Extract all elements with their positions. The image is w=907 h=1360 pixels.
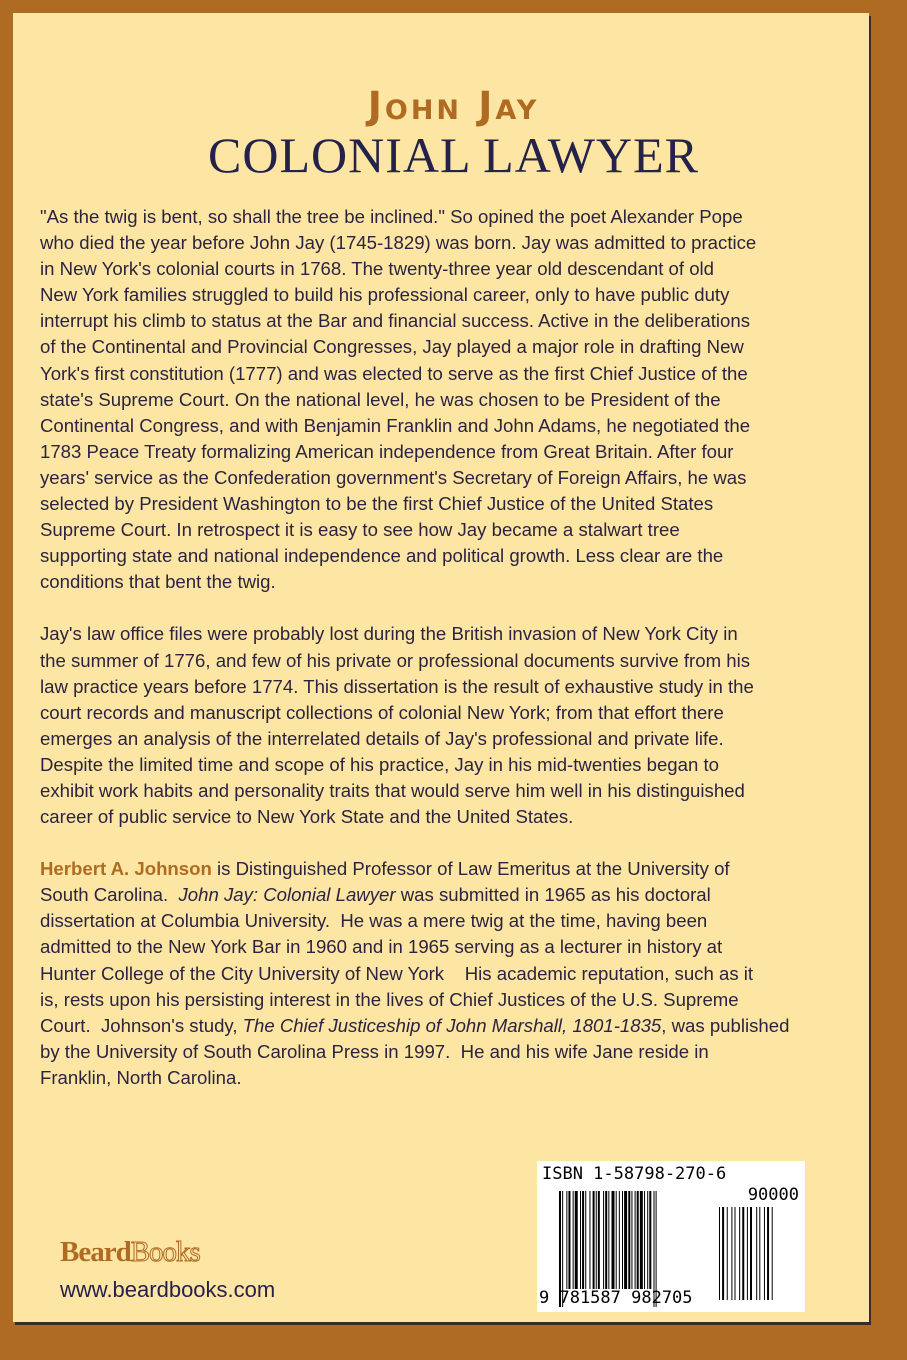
author-name: Herbert A. Johnson: [40, 858, 212, 880]
barcode-bar: [637, 1191, 639, 1289]
addon-bar: [719, 1207, 720, 1300]
barcode-bar: [573, 1191, 574, 1289]
text-line: [40, 934, 880, 960]
author-bio: [40, 856, 880, 1091]
text-line: court records and manuscript collections of colonial New York; from that effort there: [40, 701, 724, 723]
text-line: of the Continental and Provincial Congresses, Jay played a major role in drafting New: [40, 336, 744, 358]
barcode-bar: [619, 1191, 620, 1289]
text-line: 1783 Peace Treaty formalizing American independence from Great Britain. After four: [40, 440, 734, 462]
paragraph: [40, 621, 880, 830]
barcode-bar: [566, 1191, 567, 1289]
barcode-bar: [644, 1191, 645, 1289]
addon-bar: [756, 1207, 757, 1300]
barcode-bar: [649, 1191, 651, 1289]
addon-bar: [767, 1207, 769, 1300]
text-segment: , was published: [661, 1014, 790, 1036]
text-line: "As the twig is bent, so shall the tree be inclined." So opined the poet Alexander Pope: [40, 206, 743, 227]
text-line: years' service as the Confederation government's Secretary of Foreign Affairs, he was: [40, 466, 747, 488]
barcode-bar: [589, 1191, 590, 1289]
text-line: [40, 987, 880, 1013]
text-line: who died the year before John Jay (1745-1829) was born. Jay was admitted to practice: [40, 232, 757, 254]
addon-bar: [727, 1207, 728, 1300]
text-segment: Hunter College of the City University of New York His academic reputation, such as it: [40, 962, 754, 984]
barcode-bar: [593, 1191, 595, 1289]
text-line: Despite the limited time and scope of his practice, Jay in his mid-twenties began to: [40, 753, 720, 775]
text-line: career of public service to New York State and the United States.: [40, 806, 574, 828]
addon-bar: [739, 1207, 740, 1300]
publisher-url[interactable]: www.beardbooks.com: [60, 1277, 276, 1302]
barcode-bar: [605, 1191, 607, 1289]
text-line: Continental Congress, and with Benjamin Franklin and John Adams, he negotiated the: [40, 414, 751, 436]
text-line: selected by President Washington to be the first Chief Justice of the United States: [40, 493, 714, 515]
barcode-bar: [585, 1191, 586, 1289]
addon-bar: [750, 1207, 752, 1300]
text-line: state's Supreme Court. On the national level, he was chosen to be President of the: [40, 388, 721, 410]
addon-bar: [747, 1207, 748, 1300]
barcode-bar: [647, 1191, 648, 1289]
barcode-bar: [580, 1191, 581, 1289]
title-subtitle: COLONIAL LAWYER: [207, 127, 699, 183]
text-segment: by the University of South Carolina Press in 1997. He and his wife Jane reside in: [40, 1040, 709, 1062]
barcode-bar: [568, 1191, 570, 1289]
text-line: York's first constitution (1777) and was elected to serve as the first Chief Justice of the: [40, 362, 748, 384]
addon-bar: [759, 1207, 760, 1300]
barcode-bar: [575, 1191, 578, 1289]
text-segment: is Distinguished Professor of Law Emeritus at the University of: [211, 858, 730, 880]
barcode-bar: [596, 1191, 597, 1289]
text-line: [40, 1039, 880, 1065]
text-line: Supreme Court. In retrospect it is easy to see how Jay became a stalwart tree: [40, 519, 680, 541]
barcode-bar: [622, 1191, 623, 1289]
addon-bar: [722, 1207, 724, 1300]
text-line: [40, 882, 880, 908]
publisher-logo: [60, 1236, 200, 1269]
barcode-bar: [631, 1191, 632, 1289]
barcode-bar: [582, 1191, 584, 1289]
ean-text: 9 781587 982705: [539, 1288, 693, 1308]
text-segment: Franklin, North Carolina.: [40, 1066, 242, 1088]
logo-beard: Beard: [60, 1236, 131, 1268]
addon-bar: [764, 1207, 765, 1300]
addon-bar: [731, 1207, 732, 1300]
text-line: emerges an analysis of the interrelated details of Jay's professional and private life.: [40, 727, 724, 749]
text-line: supporting state and national independence and political growth. Less clear are the: [40, 545, 724, 567]
text-segment: dissertation at Columbia University. He was a mere twig at the time, having been: [40, 910, 708, 932]
text-line: in New York's colonial courts in 1768. The twenty-three year old descendant of old: [40, 258, 715, 280]
barcode-bar: [612, 1191, 615, 1289]
book-title: The Chief Justiceship of John Marshall, 1801-1835: [242, 1014, 662, 1036]
addon-bar: [772, 1207, 773, 1300]
text-segment: is, rests upon his persisting interest in the lives of Chief Justices of the U.S. Supreme: [40, 988, 739, 1010]
text-segment: was submitted in 1965 as his doctoral: [395, 884, 711, 906]
barcode-bar: [624, 1191, 627, 1289]
barcode-bar: [628, 1191, 630, 1289]
text-segment: admitted to the New York Bar in 1960 and in 1965 serving as a lecturer in history at: [40, 936, 723, 958]
isbn-text: ISBN 1-58798-270-6: [542, 1164, 727, 1184]
text-line: New York families struggled to build his professional career, only to have public duty: [40, 284, 730, 306]
text-line: [40, 1013, 880, 1039]
barcode-bar: [635, 1191, 636, 1289]
text-line: conditions that bent the twig.: [40, 571, 276, 593]
barcode-bar: [640, 1191, 643, 1289]
text-line: [40, 856, 880, 882]
isbn-barcode: [537, 1161, 805, 1312]
cover-text: [40, 204, 880, 1117]
text-line: exhibit work habits and personality traits that would serve him well in his distinguished: [40, 779, 745, 801]
paragraph: [40, 204, 880, 595]
barcode-bar: [598, 1191, 600, 1289]
text-line: interrupt his climb to status at the Bar and financial success. Active in the deliberations: [40, 310, 751, 332]
price-addon-text: 90000: [747, 1185, 799, 1205]
addon-bar: [742, 1207, 744, 1300]
text-segment: South Carolina.: [40, 884, 179, 906]
text-line: the summer of 1776, and few of his private or professional documents survive from his: [40, 649, 750, 671]
barcode-bar: [616, 1191, 617, 1289]
text-line: [40, 908, 880, 934]
text-line: law practice years before 1774. This dissertation is the result of exhaustive study in the: [40, 675, 754, 697]
addon-bar: [735, 1207, 736, 1300]
book-title: John Jay: Colonial Lawyer: [178, 884, 396, 906]
logo-books: Books: [130, 1236, 200, 1268]
text-line: Jay's law office files were probably lost during the British invasion of New York City in: [40, 623, 738, 645]
text-line: [40, 1065, 880, 1091]
barcode-bar: [608, 1191, 609, 1289]
title-name: John Jay: [367, 84, 540, 128]
barcode-bar: [603, 1191, 604, 1289]
text-segment: Court. Johnson's study,: [40, 1014, 243, 1036]
text-line: [40, 961, 880, 987]
